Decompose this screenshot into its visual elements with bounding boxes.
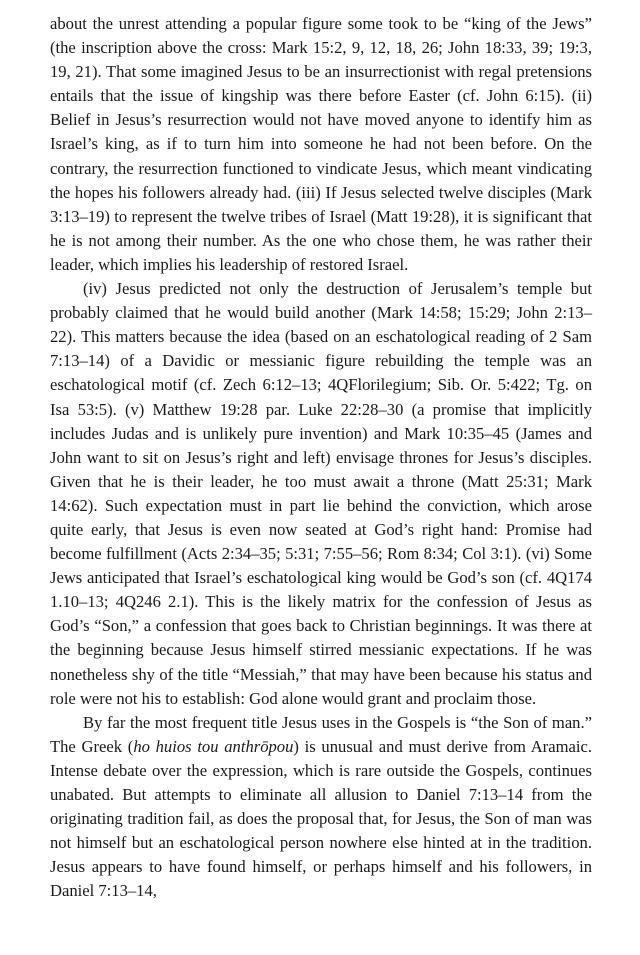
paragraph-kingship-evidence: about the unrest attending a popular figure some took to be “king of the Jews” (the inscription above the cross: Mark 15:2, 9, 12, 18, 26; John 18:33, 39; 19:3, 19, 21). That some imagined Jesus to be an insurrectionist with regal pretensions entails that the issue of kingship was there before Easter (cf. John 6:15). (ii) Belief in Jesus’s resurrection would not have moved anyone to identify him as Israel’s king, as if to turn him into someone he had not been before. On the contrary, the resurrection functioned to vindicate Jesus, which meant vindicating the hopes his followers already had. (iii) If Jesus selected twelve disciples (Mark 3:13–19) to represent the twelve tribes of Israel (Matt 19:28), it is significant that he is not among their number. As the one who chose them, he was rather their leader, which implies his leadership of restored Israel. [50, 14, 592, 274]
paragraph-temple-thrones-son: (iv) Jesus predicted not only the destruction of Jerusalem’s temple but probably claimed that he would build another (Mark 14:58; 15:29; John 2:13–22). This matters because the idea (based on an eschatological reading of 2 Sam 7:13–14) of a Davidic or messianic figure rebuilding the temple was an eschatological motif (cf. Zech 6:12–13; 4QFlorilegium; Sib. Or. 5:422; Tg. on Isa 53:5). (v) Matthew 19:28 par. Luke 22:28–30 (a promise that implicitly includes Judas and is unlikely pure invention) and Mark 10:35–45 (James and John want to sit on Jesus’s right and left) envisage thrones for Jesus’s disciples. Given that he is their leader, he too must await a throne (Matt 25:31; Mark 14:62). Such expectation must in part lie behind the conviction, which arose quite early, that Jesus is even now seated at God’s right hand: Promise had become fulfillment (Acts 2:34–35; 5:31; 7:55–56; Rom 8:34; Col 3:1). (vi) Some Jews anticipated that Israel’s eschatological king would be God’s son (cf. 4Q174 1.10–13; 4Q246 2.1). This is the likely matrix for the confession of Jesus as God’s “Son,” a confession that goes back to Christian beginnings. It was there at the beginning because Jesus himself stirred messianic expectations. If he was nonetheless shy of the title “Messiah,” that may have been because his status and role were not his to establish: God alone would grant and proclaim those. [50, 279, 592, 708]
paragraph-son-of-man-text-before: By far the most frequent title Jesus uses in the Gospels is “the Son of man.” The Greek ( [50, 712, 592, 756]
greek-phrase-italic: ho huios tou anthrōpou [133, 736, 294, 756]
paragraph-son-of-man-text-after: ) is unusual and must derive from Aramaic. Intense debate over the expression, which is rare outside the Gospels, continues unabated. But attempts to eliminate all allusion to Daniel 7:13–14 from the originating tradition fail, as does the proposal that, for Jesus, the Son of man was not himself but an eschatological person nowhere else hinted at in the tradition. Jesus appears to have found himself, or perhaps himself and his followers, in Daniel 7:13–14, [50, 736, 592, 901]
paragraph-son-of-man [50, 711, 592, 904]
book-page-text [50, 12, 592, 903]
